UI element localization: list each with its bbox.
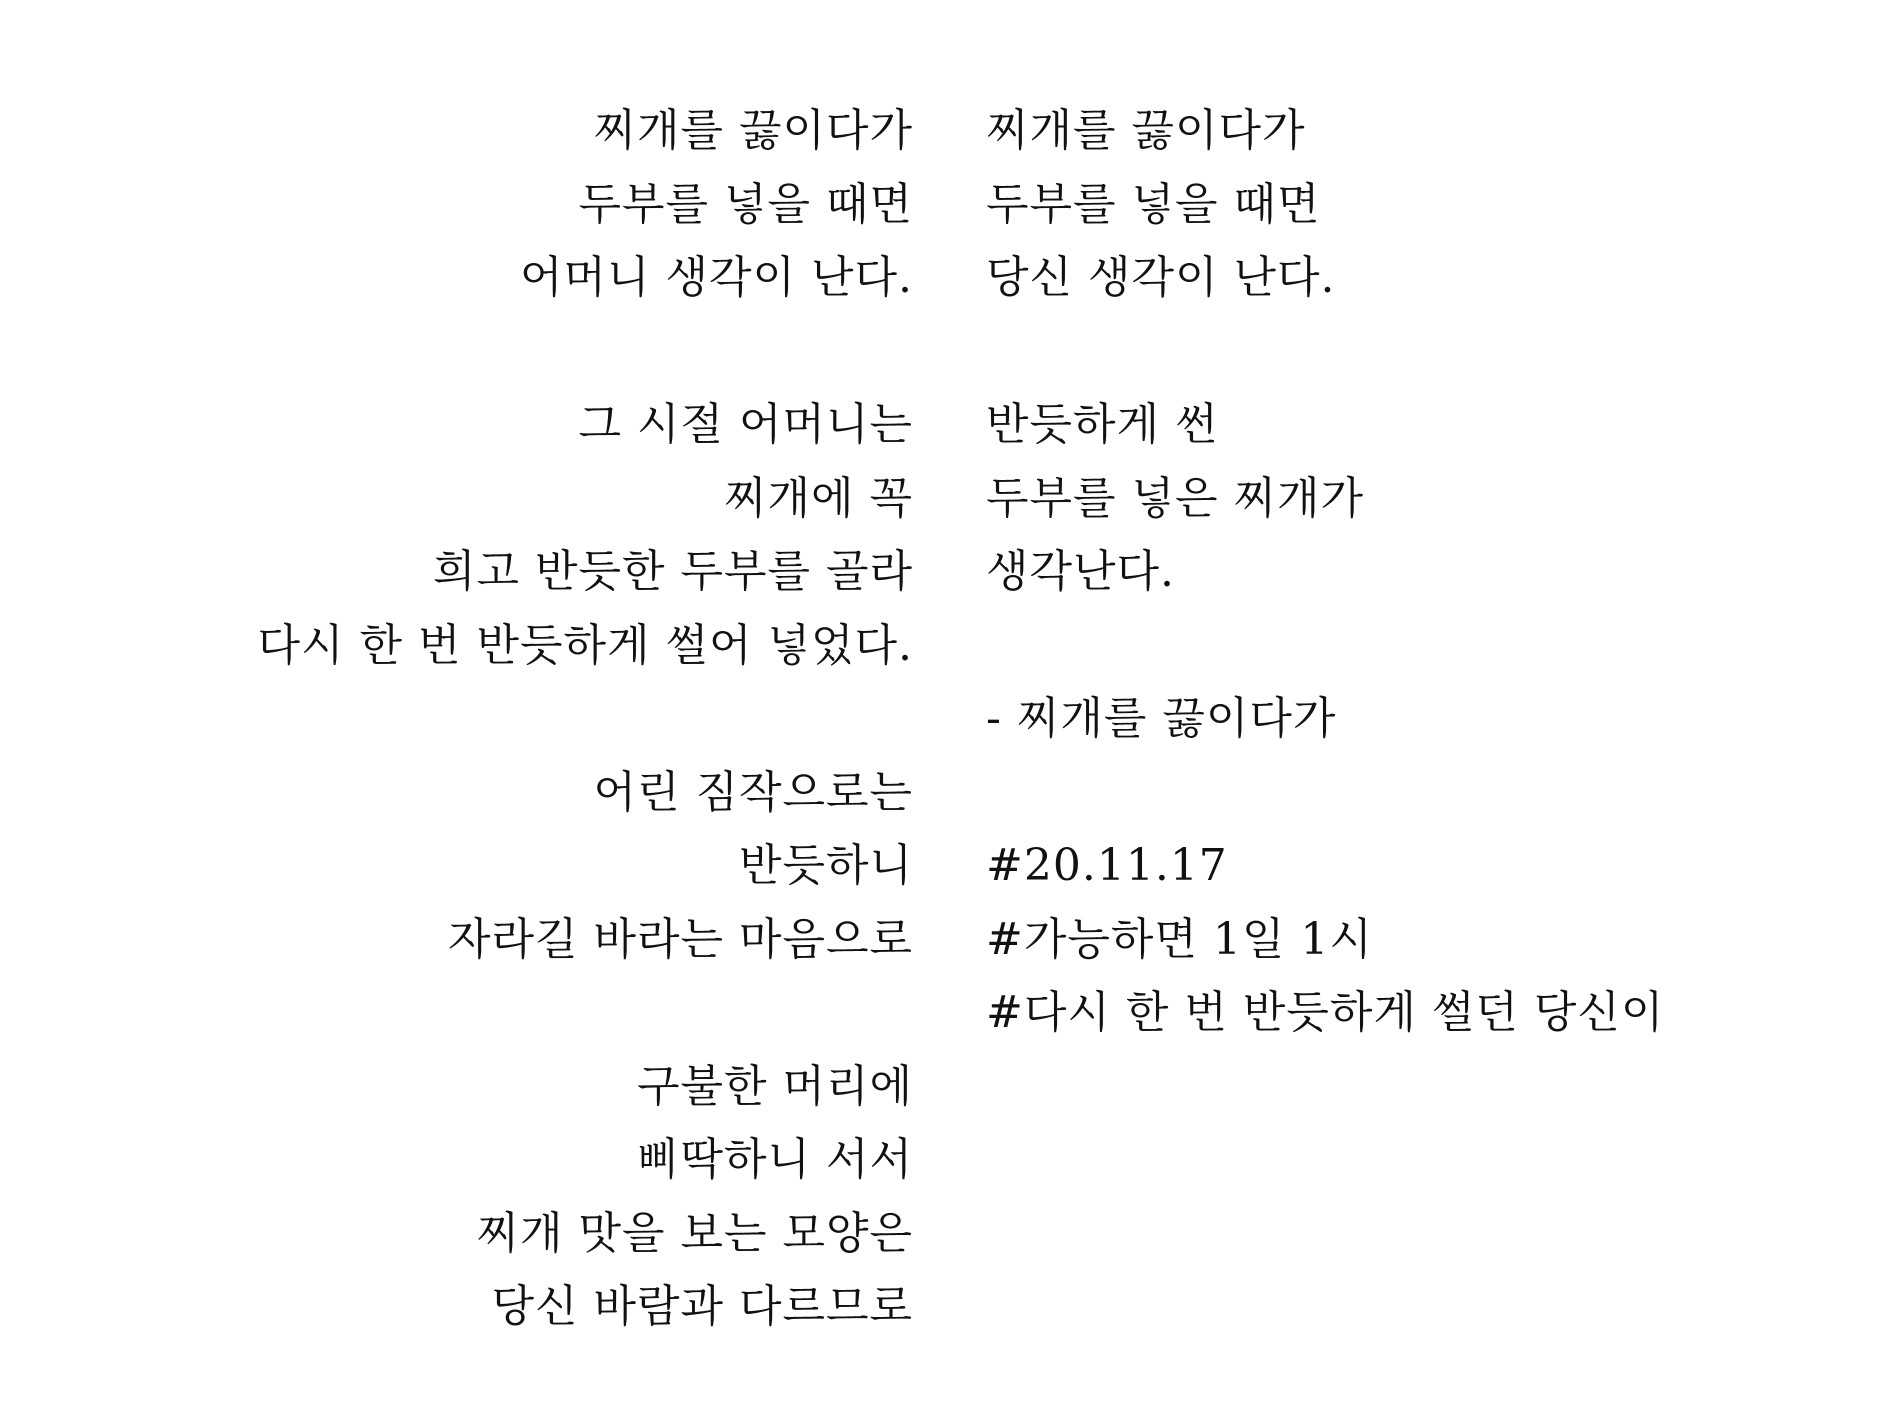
poem-line: 그 시절 어머니는 (578, 399, 913, 450)
poem-line: 찌개를 끓이다가 (593, 105, 913, 156)
poem-line: 반듯하게 썬 (986, 399, 1219, 450)
poem-title-signature: - 찌개를 끓이다가 (986, 693, 1337, 744)
poem-line: 찌개에 꼭 (723, 472, 913, 524)
poem-line: 두부를 넣은 찌개가 (986, 472, 1365, 524)
poem-line: 찌개 맛을 보는 모양은 (476, 1207, 913, 1259)
poem-line: 구불한 머리에 (636, 1060, 913, 1112)
poem-line: 찌개를 끓이다가 (986, 105, 1306, 156)
poem-line: 당신 생각이 난다. (986, 252, 1336, 303)
poem-left-column (258, 94, 913, 1344)
poem-line: 어머니 생각이 난다. (520, 252, 913, 303)
stanza-break (258, 315, 913, 389)
hashtag: #가능하면 1일 1시 (986, 913, 1373, 965)
stanza-break (986, 756, 1664, 830)
poem-line: 반듯하니 (738, 840, 913, 891)
poem-line: 당신 바람과 다르므로 (491, 1281, 913, 1332)
poem-right-column (986, 94, 1664, 1050)
hashtag-date: #20.11.17 (986, 840, 1228, 891)
poem-line: 두부를 넣을 때면 (578, 178, 913, 230)
hashtag: #다시 한 번 반듯하게 썰던 당신이 (986, 987, 1665, 1038)
poem-line: 희고 반듯한 두부를 골라 (433, 546, 913, 597)
poem-line: 다시 한 번 반듯하게 썰어 넣었다. (257, 619, 913, 671)
poem-line: 삐딱하니 서서 (636, 1134, 913, 1185)
poem-line: 두부를 넣을 때면 (986, 178, 1321, 230)
poem-line: 자라길 바라는 마음으로 (447, 913, 913, 965)
stanza-break (986, 609, 1664, 683)
poem-line: 생각난다. (986, 546, 1176, 597)
poem-line: 어린 짐작으로는 (593, 766, 913, 818)
stanza-break (258, 682, 913, 756)
stanza-break (986, 315, 1664, 389)
stanza-break (258, 976, 913, 1050)
